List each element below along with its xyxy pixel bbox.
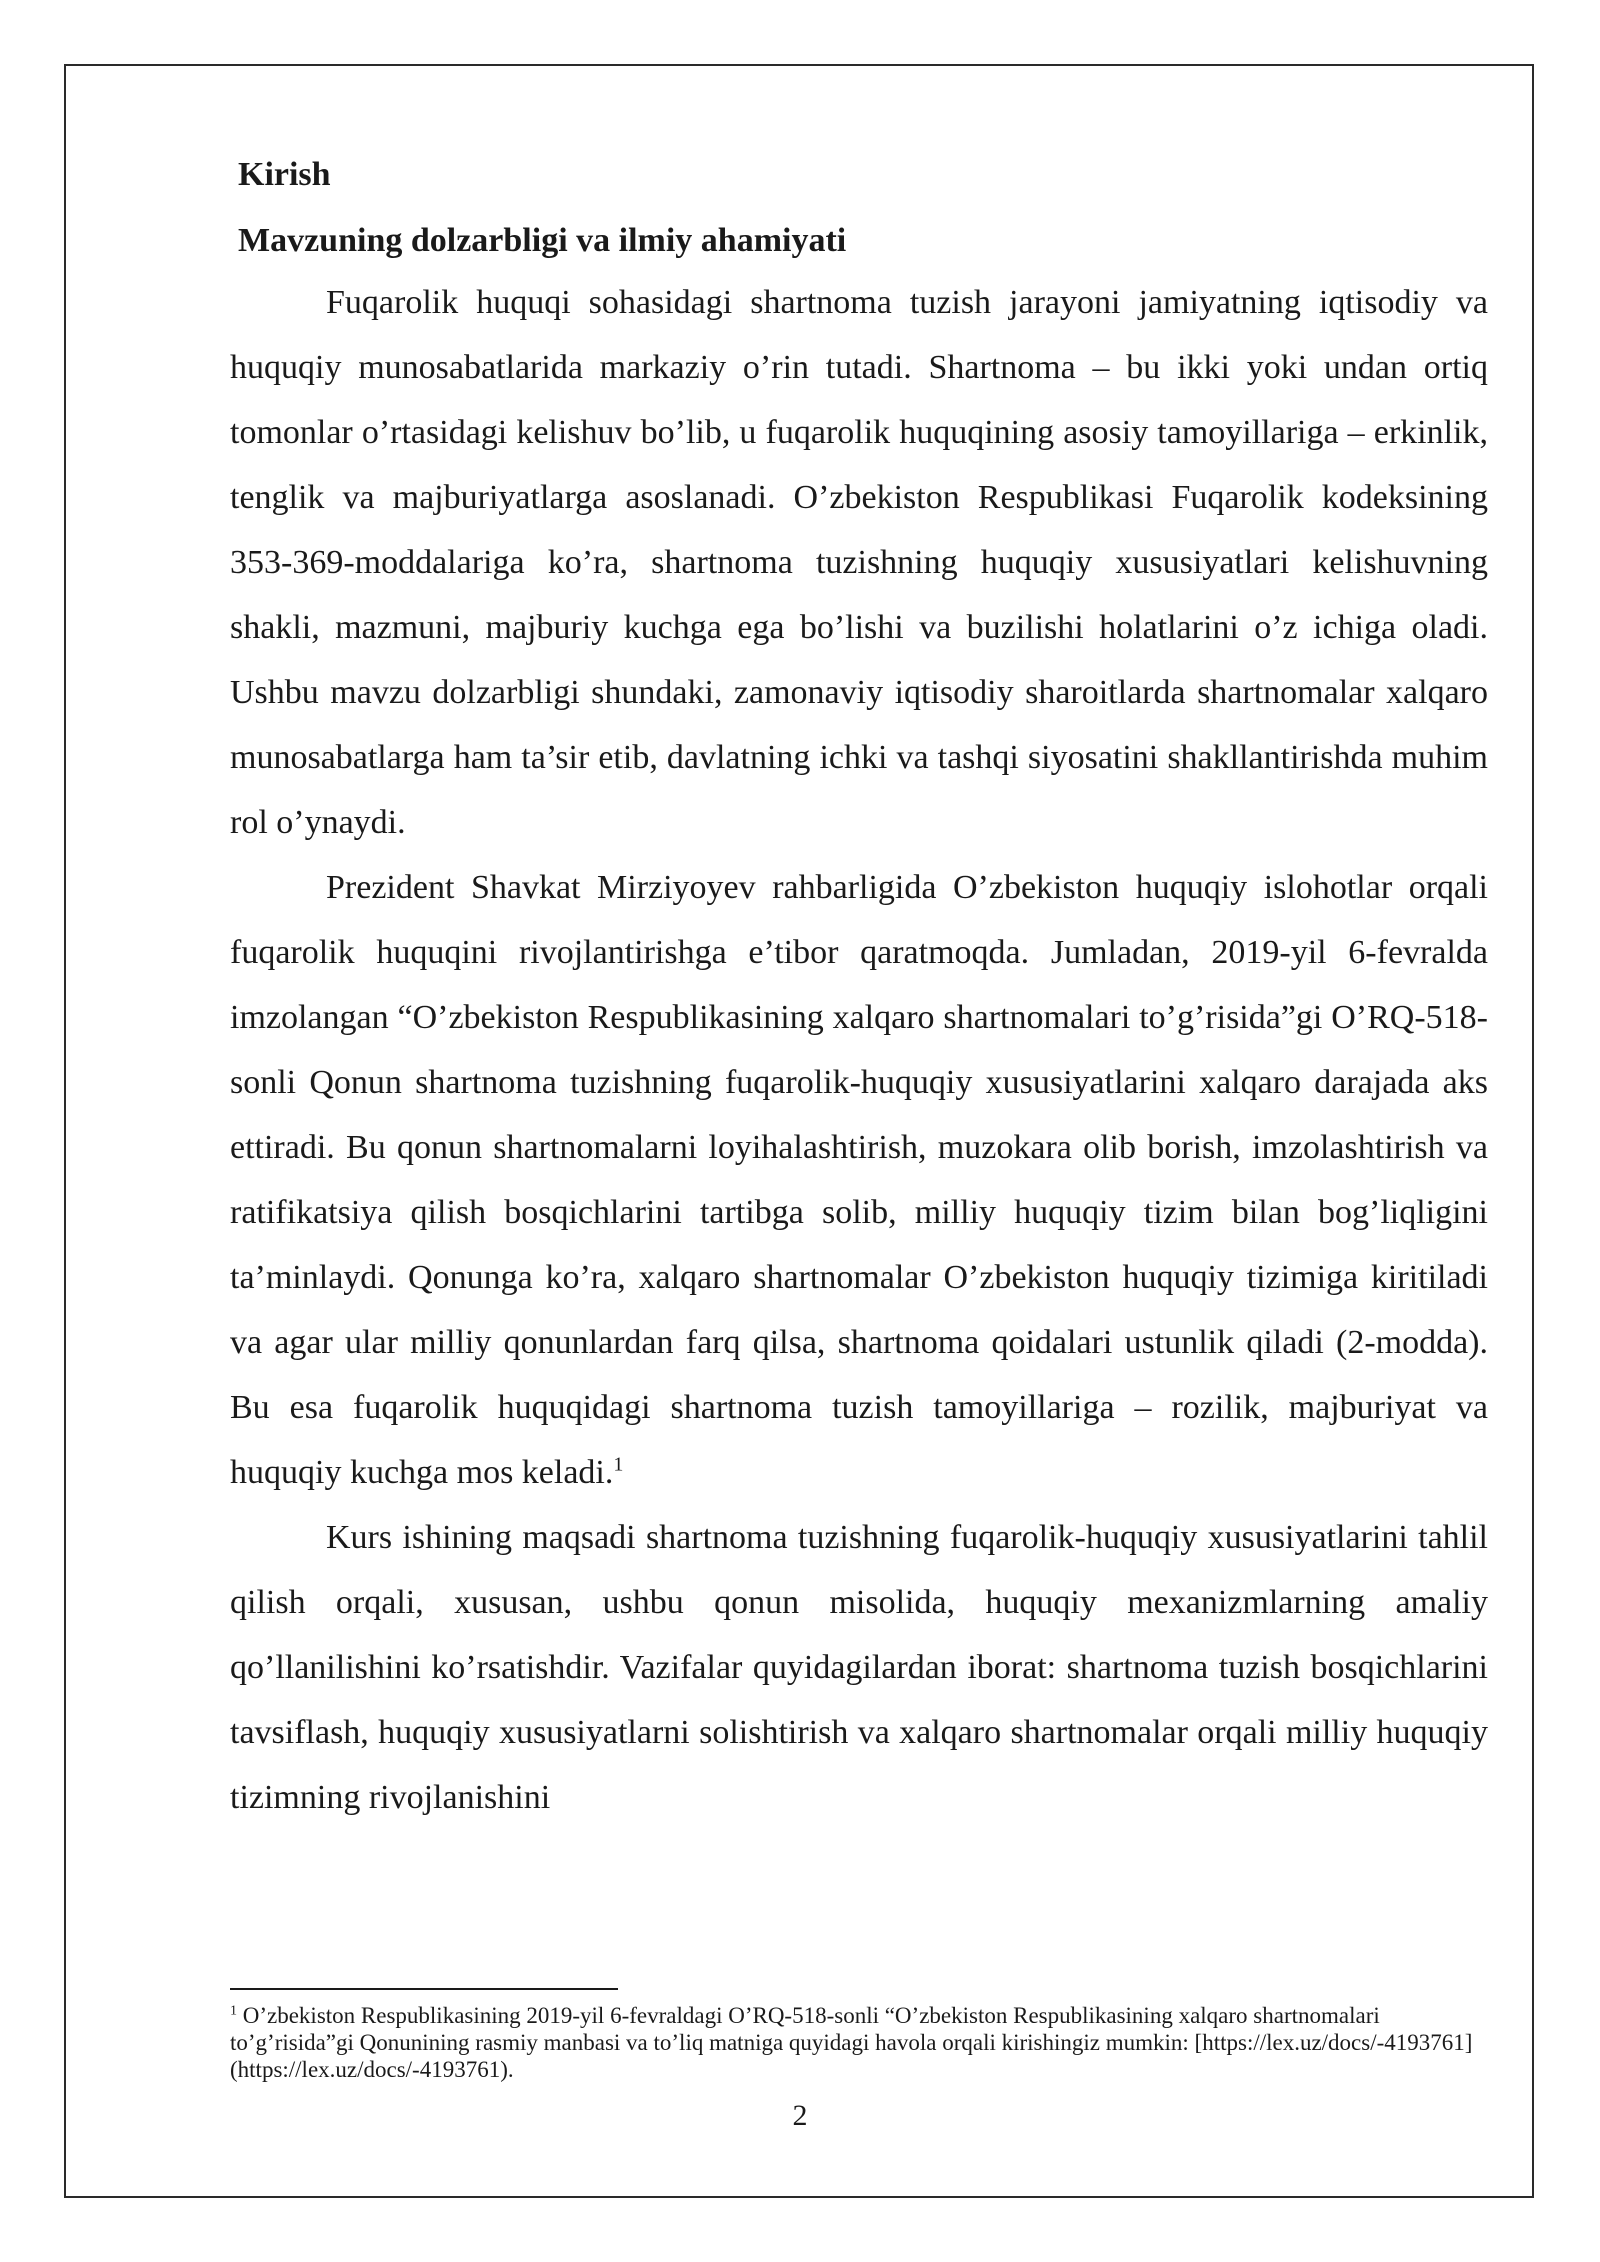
paragraph-1 bbox=[230, 270, 1488, 855]
subsection-heading: Mavzuning dolzarbligi va ilmiy ahamiyati bbox=[238, 222, 847, 259]
document-body bbox=[230, 150, 1488, 1830]
paragraph-3 bbox=[230, 1505, 1488, 1830]
paragraph-3-text: Kurs ishining maqsadi shartnoma tuzishning fuqarolik-huquqiy xususiyatlarini tahlil qilish orqali, xususan, ushbu qonun misolida, huquqiy mexanizmlarning amaliy qo’llanilishini ko’rsatishdir. Vazifalar quyidagilardan iborat: shartnoma tuzish bosqichlarini tavsiflash, huquqiy xususiyatlarni solishtirish va xalqaro shartnomalar orqali milliy huquqiy tizimning rivojlanishini bbox=[230, 1519, 1488, 1816]
footnote bbox=[230, 2002, 1488, 2083]
footnote-separator bbox=[230, 1988, 618, 1990]
paragraph-1-text: Fuqarolik huquqi sohasidagi shartnoma tuzish jarayoni jamiyatning iqtisodiy va huquqiy munosabatlarida markaziy o’rin tutadi. Shartnoma – bu ikki yoki undan ortiq tomonlar o’rtasidagi kelishuv bo’lib, u fuqarolik huquqining asosiy tamoyillariga – erkinlik, tenglik va majburiyatlarga asoslanadi. O’zbekiston Respublikasi Fuqarolik kodeksining 353-369-moddalariga ko’ra, shartnoma tuzishning huquqiy xususiyatlari kelishuvning shakli, mazmuni, majburiy kuchga ega bo’lishi va buzilishi holatlarini o’z ichiga oladi. Ushbu mavzu dolzarbligi shundaki, zamonaviy iqtisodiy sharoitlarda shartnomalar xalqaro munosabatlarga ham ta’sir etib, davlatning ichki va tashqi siyosatini shakllantirishda muhim rol o’ynaydi. bbox=[230, 284, 1488, 841]
page-number: 2 bbox=[792, 2099, 808, 2132]
footnote-text: O’zbekiston Respublikasining 2019-yil 6-fevraldagi O’RQ-518-sonli “O’zbekiston Respublikasining xalqaro shartnomalari to’g’risida”gi Qonunining rasmiy manbasi va to’liq matniga quyidagi havola orqali kirishingiz mumkin: [https://lex.uz/docs/-4193761](https://lex.uz/docs/-4193761). bbox=[230, 2003, 1473, 2082]
paragraph-2-text: Prezident Shavkat Mirziyoyev rahbarligida O’zbekiston huquqiy islohotlar orqali fuqarolik huquqini rivojlantirishga e’tibor qaratmoqda. Jumladan, 2019-yil 6-fevralda imzolangan “O’zbekiston Respublikasining xalqaro shartnomalari to’g’risida”gi O’RQ-518-sonli Qonun shartnoma tuzishning fuqarolik-huquqiy xususiyatlarini xalqaro darajada aks ettiradi. Bu qonun shartnomalarni loyihalashtirish, muzokara olib borish, imzolashtirish va ratifikatsiya qilish bosqichlarini tartibga solib, milliy huquqiy tizim bilan bog’liqligini ta’minlaydi. Qonunga ko’ra, xalqaro shartnomalar O’zbekiston huquqiy tizimiga kiritiladi va agar ular milliy qonunlardan farq qilsa, shartnoma qoidalari ustunlik qiladi (2-modda). Bu esa fuqarolik huquqidagi shartnoma tuzish tamoyillariga – rozilik, majburiyat va huquqiy kuchga mos keladi. bbox=[230, 869, 1488, 1491]
footnote-reference[interactable]: 1 bbox=[613, 1453, 624, 1476]
footnote-marker: 1 bbox=[230, 2003, 237, 2019]
paragraph-2 bbox=[230, 855, 1488, 1505]
section-heading: Kirish bbox=[238, 156, 331, 193]
